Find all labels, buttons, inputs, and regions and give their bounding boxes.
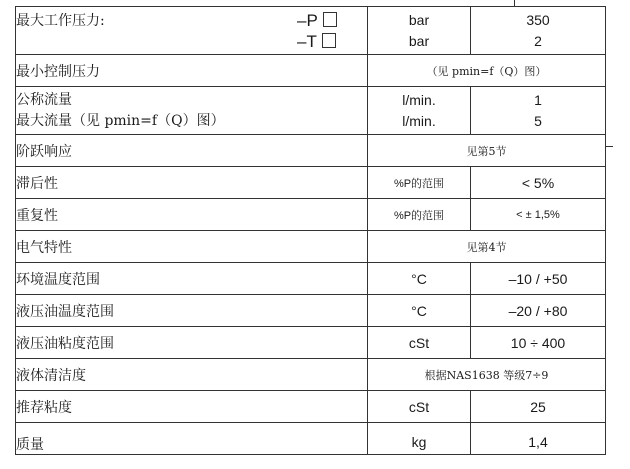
- edge-mark: [605, 146, 613, 147]
- unit-cell: cSt: [368, 391, 471, 423]
- param-name: 液压油温度范围: [16, 295, 368, 327]
- merged-value-cell: 见第4节: [368, 231, 606, 263]
- value-cell: 350 2: [471, 7, 606, 55]
- table-row: [16, 359, 606, 391]
- unit-cell: %P的范围: [368, 167, 471, 199]
- table-row: [16, 263, 606, 295]
- unit-cell: kg: [368, 423, 471, 455]
- value-cell: 10 ÷ 400: [471, 327, 606, 359]
- unit-cell: °C: [368, 263, 471, 295]
- unit-cell: °C: [368, 295, 471, 327]
- checkbox-icon: [322, 33, 336, 48]
- param-name: 最小控制压力: [16, 55, 368, 87]
- unit-cell: l/min. l/min.: [368, 87, 471, 135]
- param-name: 液体清洁度: [16, 359, 368, 391]
- unit-cell: %P的范围: [368, 199, 471, 231]
- table-row: [16, 231, 606, 263]
- param-name: 质量: [16, 423, 368, 455]
- spec-table: [15, 6, 606, 455]
- param-name: 推荐粘度: [16, 391, 368, 423]
- table-row: [16, 55, 606, 87]
- param-name: 环境温度范围: [16, 263, 368, 295]
- param-label: 最大工作压力:: [16, 12, 105, 29]
- unit-cell: bar bar: [368, 7, 471, 55]
- port-p-label: –P: [297, 10, 318, 30]
- checkbox-icon: [323, 12, 337, 27]
- value-cell: < 5%: [471, 167, 606, 199]
- param-name: 电气特性: [16, 231, 368, 263]
- param-name: 阶跃响应: [16, 135, 368, 167]
- value-cell: 25: [471, 391, 606, 423]
- table-row: [16, 295, 606, 327]
- table-row: [16, 327, 606, 359]
- table-row: [16, 135, 606, 167]
- merged-value-cell: 见第5节: [368, 135, 606, 167]
- merged-value-cell: （见 pmin=f（Q）图）: [368, 55, 606, 87]
- table-row: [16, 167, 606, 199]
- edge-mark: [514, 0, 515, 6]
- table-row: [16, 423, 606, 455]
- port-t-label: –T: [297, 31, 317, 51]
- param-name: 液压油粘度范围: [16, 327, 368, 359]
- merged-value-cell: 根据NAS1638 等级7÷9: [368, 359, 606, 391]
- param-name: [16, 7, 368, 55]
- value-cell: –10 / +50: [471, 263, 606, 295]
- param-name: 滞后性: [16, 167, 368, 199]
- value-cell: 1,4: [471, 423, 606, 455]
- value-cell: –20 / +80: [471, 295, 606, 327]
- param-name: 重复性: [16, 199, 368, 231]
- table-row: [16, 7, 606, 55]
- table-row: [16, 199, 606, 231]
- table-row: [16, 87, 606, 135]
- value-cell: 1 5: [471, 87, 606, 135]
- table-row: [16, 391, 606, 423]
- value-cell: < ± 1,5%: [471, 199, 606, 231]
- param-name: 公称流量 最大流量（见 pmin=f（Q）图）: [16, 87, 368, 135]
- unit-cell: cSt: [368, 327, 471, 359]
